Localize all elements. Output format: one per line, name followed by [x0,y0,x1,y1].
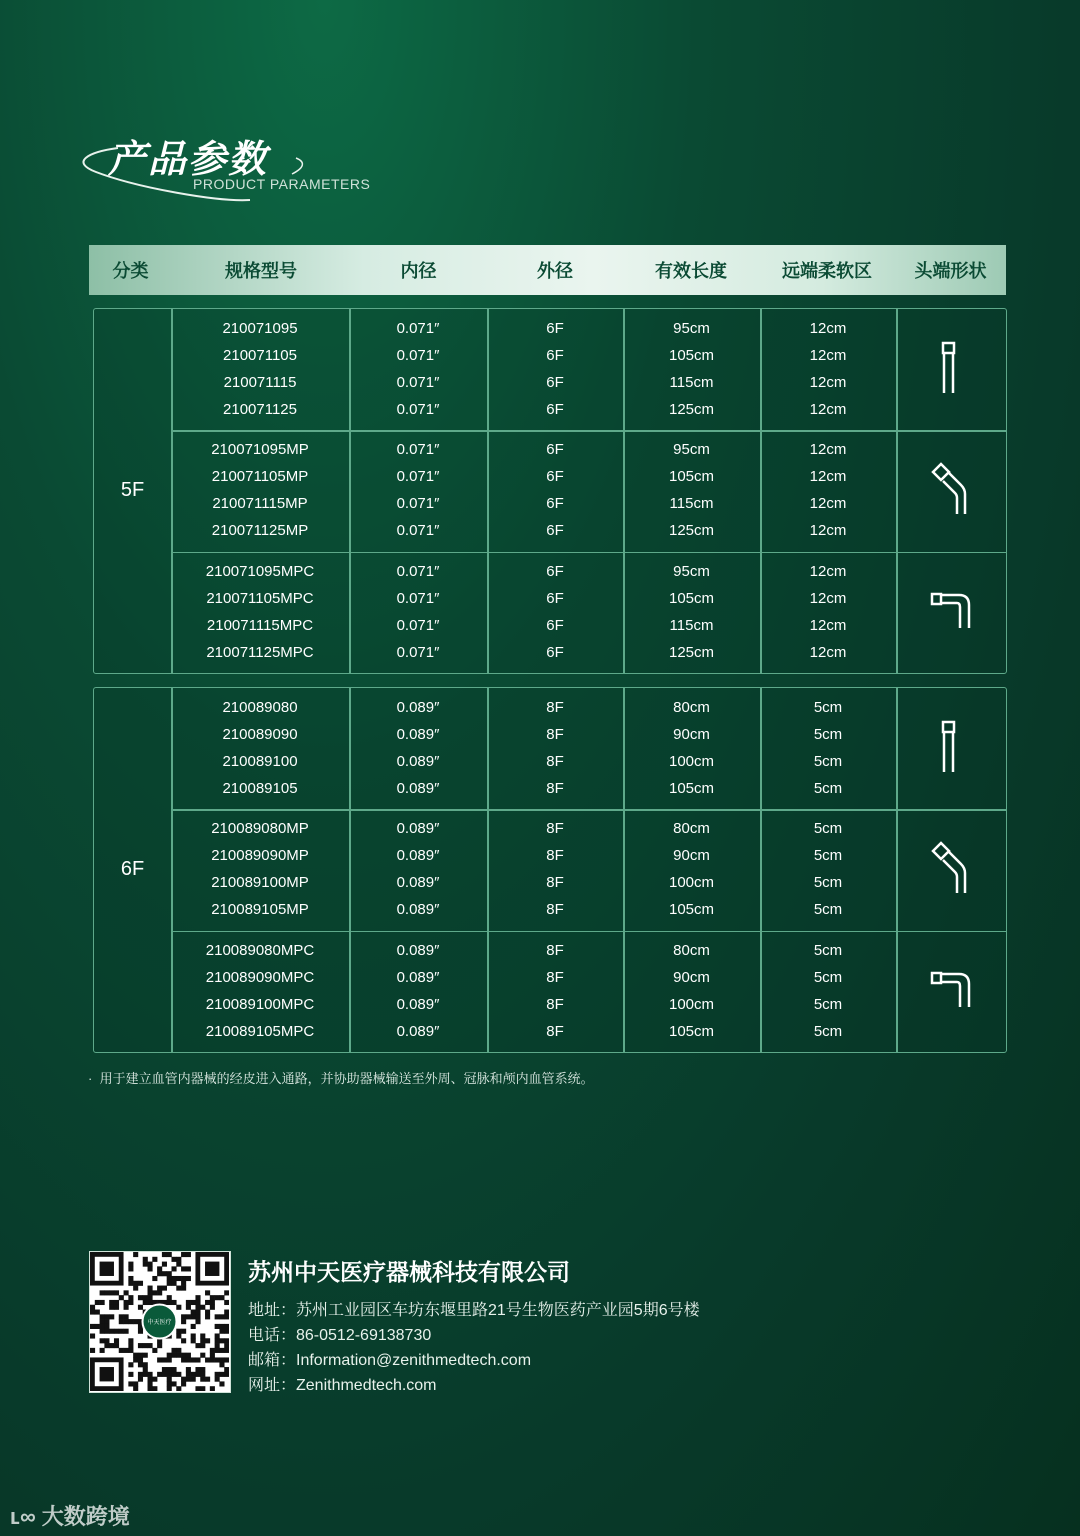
inner-diameter-cell [349,436,487,544]
table-header [89,245,1006,295]
cell-value: 210089080MP [211,820,309,838]
inner-diameter-cell [349,937,487,1045]
title-en: PRODUCT PARAMETERS [193,176,371,192]
row-divider [171,430,1006,432]
cell-value: 6F [546,320,564,337]
cell-value: 8F [546,1022,564,1040]
cell-value: 105cm [668,901,715,919]
cell-value: 95cm [673,320,710,337]
cell-value: 8F [546,780,564,797]
cell-value: 6F [546,562,564,580]
inner-diameter-cell [349,315,487,423]
qr-code-pattern [90,1252,229,1391]
length-cell [623,558,760,666]
row-divider [171,931,1006,933]
cell-value: 6F [546,589,564,607]
category-label: 5F [120,479,145,501]
header-inner-diameter: 内径 [400,261,437,281]
title-cn: 产品参数 [108,139,269,181]
cell-value: 0.089″ [396,874,440,892]
cell-value: 210089090 [222,726,298,743]
header-category: 分类 [112,261,149,281]
model-cell [171,436,349,544]
cell-value: 5cm [813,753,843,770]
cell-value: 210089100MP [211,874,309,892]
cell-value: 0.071″ [396,320,440,337]
row-divider [171,552,1006,554]
cell-value: 0.071″ [396,347,440,364]
header-tip-shape: 头端形状 [914,261,987,281]
cell-value: 115cm [669,495,714,513]
watermark [10,1500,130,1531]
hook-tip-icon [929,590,975,639]
length-cell [623,694,760,802]
cell-value: 105cm [668,589,715,607]
cell-value: 95cm [673,562,710,580]
cell-value: 5cm [813,874,843,892]
straight-tip-icon [929,720,969,781]
bullet: · [88,1071,100,1086]
cell-value: 0.071″ [396,468,440,486]
cell-value: 12cm [809,468,847,486]
cell-value: 115cm [669,374,714,391]
cell-value: 0.071″ [396,374,440,391]
length-cell [623,315,760,423]
outer-diameter-cell [487,937,623,1045]
cell-value: 105cm [668,347,715,364]
model-cell [171,815,349,923]
cell-value: 0.071″ [396,522,440,540]
cell-value: 210071105MP [211,468,309,486]
cell-value: 105cm [668,780,715,797]
cell-value: 0.071″ [396,441,440,459]
company-name: 苏州中天医疗器械科技有限公司 [248,1259,570,1285]
cell-value: 0.089″ [396,780,440,797]
cell-value: 8F [546,820,564,838]
footnote [88,1068,594,1087]
cell-value: 5cm [813,847,843,865]
straight-tip-icon [929,341,969,402]
cell-value: 105cm [668,1022,715,1040]
row-divider [171,809,1006,811]
cell-value: 210089080 [222,699,298,716]
cell-value: 125cm [668,522,715,540]
cell-value: 12cm [809,616,847,634]
header-soft-tip: 远端柔软区 [782,261,872,281]
angled-tip-icon [929,841,973,902]
watermark-logo-icon: ʟ∞ [10,1504,36,1529]
cell-value: 0.089″ [396,753,440,770]
cell-value: 0.089″ [396,847,440,865]
length-cell [623,436,760,544]
cell-value: 80cm [673,820,710,838]
cell-value: 8F [546,699,564,716]
model-cell [171,558,349,666]
cell-value: 12cm [809,401,847,418]
cell-value: 0.089″ [396,995,440,1013]
cell-value: 125cm [668,643,715,661]
soft-tip-cell [760,436,896,544]
cell-value: 0.089″ [396,726,440,743]
cell-value: 6F [546,401,564,418]
cell-value: 210089090MPC [205,968,315,986]
cell-value: 0.089″ [396,820,440,838]
cell-value: 8F [546,941,564,959]
cell-value: 12cm [809,643,847,661]
cell-value: 90cm [673,847,710,865]
cell-value: 210071095MP [211,441,309,459]
header-effective-length: 有效长度 [655,261,727,281]
cell-value: 105cm [668,468,715,486]
length-cell [623,815,760,923]
soft-tip-cell [760,558,896,666]
table-group-6f [93,687,1007,1053]
cell-value: 210089090MP [211,847,309,865]
model-cell [171,937,349,1045]
cell-value: 8F [546,874,564,892]
outer-diameter-cell [487,815,623,923]
column-divider [896,309,898,673]
cell-value: 210071105 [223,347,297,364]
cell-value: 100cm [668,753,715,770]
soft-tip-cell [760,937,896,1045]
cell-value: 12cm [809,522,847,540]
cell-value: 0.071″ [396,495,440,513]
cell-value: 8F [546,847,564,865]
cell-value: 210089105MP [211,901,309,919]
cell-value: 100cm [668,874,715,892]
cell-value: 80cm [673,699,710,716]
cell-value: 5cm [813,820,843,838]
cell-value: 210089105MPC [205,1022,315,1040]
cell-value: 125cm [668,401,715,418]
cell-value: 210071115MP [212,495,308,513]
cell-value: 80cm [673,941,710,959]
cell-value: 12cm [809,374,847,391]
svg-text:中天医疗: 中天医疗 [147,1319,172,1326]
header-outer-diameter: 外径 [537,261,573,281]
soft-tip-cell [760,815,896,923]
cell-value: 0.071″ [396,589,440,607]
cell-value: 6F [546,522,564,540]
soft-tip-cell [760,694,896,802]
cell-value: 0.089″ [396,699,440,716]
cell-value: 0.089″ [396,968,440,986]
page-title-block [78,118,398,218]
length-cell [623,937,760,1045]
company-phone: 电话：86-0512-69138730 [248,1327,432,1344]
qr-code[interactable] [89,1251,231,1393]
cell-value: 6F [546,374,564,391]
cell-value: 6F [546,495,564,513]
cell-value: 5cm [813,968,843,986]
cell-value: 12cm [809,495,847,513]
hook-tip-icon [929,969,975,1018]
cell-value: 6F [546,347,564,364]
cell-value: 90cm [673,968,710,986]
cell-value: 6F [546,643,564,661]
cell-value: 0.071″ [396,616,440,634]
cell-value: 210071115MPC [206,616,314,634]
inner-diameter-cell [349,558,487,666]
cell-value: 5cm [813,1022,843,1040]
cell-value: 8F [546,995,564,1013]
cell-value: 5cm [813,726,843,743]
cell-value: 12cm [809,347,847,364]
cell-value: 5cm [813,901,843,919]
cell-value: 210089080MPC [205,941,315,959]
cell-value: 210071115 [223,374,297,391]
cell-value: 12cm [809,320,847,337]
inner-diameter-cell [349,694,487,802]
cell-value: 210089100 [222,753,298,770]
header-model: 规格型号 [225,261,297,281]
cell-value: 100cm [668,995,715,1013]
cell-value: 6F [546,468,564,486]
model-cell [171,315,349,423]
footnote-text: 用于建立血管内器械的经皮进入通路，并协助器械输送至外周、冠脉和颅内血管系统。 [99,1071,594,1086]
outer-diameter-cell [487,694,623,802]
cell-value: 6F [546,441,564,459]
watermark-text: 大数跨境 [41,1504,130,1529]
soft-tip-cell [760,315,896,423]
company-website[interactable]: 网址：Zenithmedtech.com [248,1377,437,1394]
cell-value: 0.071″ [396,562,440,580]
model-cell [171,694,349,802]
cell-value: 0.089″ [396,901,440,919]
table-group-5f [93,308,1007,674]
cell-value: 12cm [809,441,847,459]
cell-value: 210071105MPC [206,589,314,607]
cell-value: 210071125 [223,401,297,418]
column-divider [896,688,898,1052]
cell-value: 8F [546,726,564,743]
cell-value: 210071125MP [211,522,309,540]
cell-value: 0.089″ [396,1022,440,1040]
cell-value: 8F [546,901,564,919]
cell-value: 115cm [669,616,714,634]
angled-tip-icon [929,462,973,523]
cell-value: 5cm [813,699,843,716]
cell-value: 5cm [813,941,843,959]
cell-value: 0.071″ [396,401,440,418]
cell-value: 8F [546,968,564,986]
cell-value: 12cm [809,562,847,580]
cell-value: 6F [546,616,564,634]
cell-value: 5cm [813,780,843,797]
outer-diameter-cell [487,315,623,423]
cell-value: 210071095 [222,320,298,337]
cell-value: 5cm [813,995,843,1013]
outer-diameter-cell [487,558,623,666]
cell-value: 0.089″ [396,941,440,959]
outer-diameter-cell [487,436,623,544]
company-address: 地址：苏州工业园区车坊东堰里路21号生物医药产业园5期6号楼 [248,1302,700,1319]
cell-value: 0.071″ [396,643,440,661]
cell-value: 12cm [809,589,847,607]
cell-value: 210089100MPC [205,995,315,1013]
cell-value: 210089105 [222,780,298,797]
cell-value: 95cm [673,441,710,459]
cell-value: 210071095MPC [205,562,315,580]
company-email[interactable]: 邮箱：Information@zenithmedtech.com [248,1352,532,1369]
inner-diameter-cell [349,815,487,923]
cell-value: 90cm [673,726,710,743]
category-label: 6F [120,858,145,880]
cell-value: 8F [546,753,564,770]
cell-value: 210071125MPC [206,643,314,661]
